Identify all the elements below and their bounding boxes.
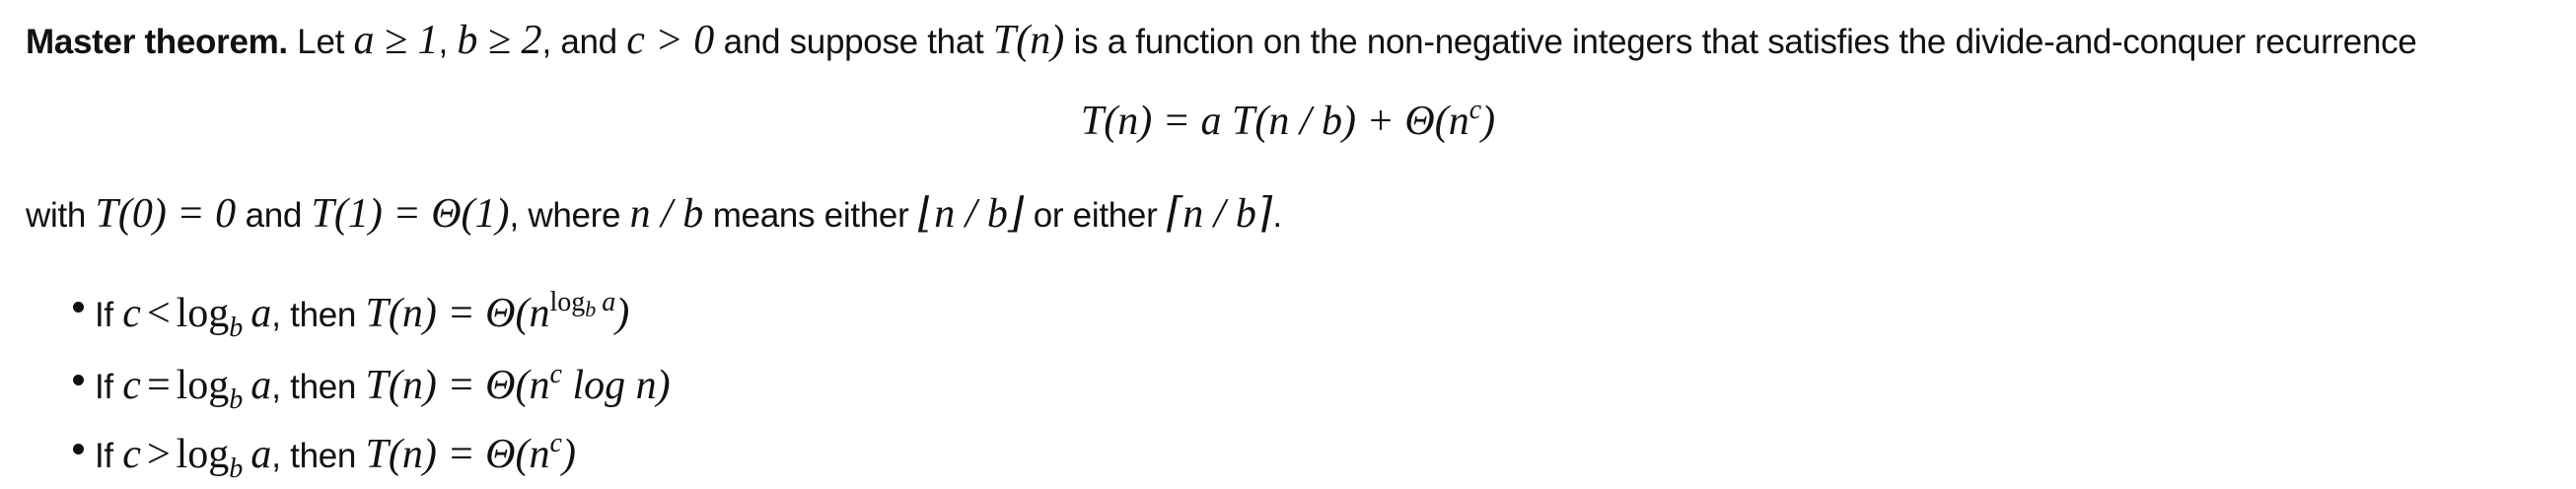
case-item xyxy=(95,288,629,342)
base-ceil: ⌈n / b⌉ xyxy=(1166,191,1273,237)
recurrence-body: T(n) = a T(n / b) + Θ(n xyxy=(1080,99,1469,144)
base-t1: T(1) = Θ(1) xyxy=(311,191,510,237)
intro-text: is a function on the non-negative integers that satisfies the divide-and-conquer recurrence xyxy=(1064,23,2417,61)
case-log-base: b xyxy=(229,313,244,343)
case-relation: = xyxy=(146,363,171,408)
theorem-heading: Master theorem. xyxy=(26,23,288,61)
case-result: T(n) = Θ(n xyxy=(365,291,550,336)
theorem-statement xyxy=(26,20,2416,61)
bullet-dot xyxy=(73,375,84,385)
case-result: T(n) = Θ(n xyxy=(365,432,550,477)
case-result-close: log n) xyxy=(561,363,671,408)
case-log-arg: a xyxy=(250,291,272,336)
recurrence-exponent: c xyxy=(1468,95,1482,125)
case-log: log xyxy=(176,432,230,477)
case-then: , then xyxy=(271,368,366,406)
case-log: log xyxy=(176,291,230,336)
condition-b: b ≥ 2 xyxy=(457,18,542,63)
intro-text: Let xyxy=(287,23,354,61)
case-c: c xyxy=(122,291,141,336)
base-text: with xyxy=(26,196,96,235)
condition-c: c > 0 xyxy=(626,18,715,63)
exp-log-arg: a xyxy=(602,287,616,317)
case-log-arg: a xyxy=(250,363,272,408)
case-result-close: ) xyxy=(561,432,576,477)
case-item xyxy=(95,430,576,483)
case-if: If xyxy=(95,296,123,334)
case-then: , then xyxy=(271,296,366,334)
base-text: means either xyxy=(703,196,918,235)
base-text: , where xyxy=(509,196,630,235)
case-log-arg: a xyxy=(250,432,272,477)
case-log: log xyxy=(176,363,230,408)
base-text: or either xyxy=(1024,196,1167,235)
bullet-dot xyxy=(73,444,84,454)
intro-text: and suppose that xyxy=(714,23,993,61)
case-log-base: b xyxy=(229,454,244,484)
recurrence-close: ) xyxy=(1481,99,1496,144)
base-t0: T(0) = 0 xyxy=(95,191,237,237)
case-if: If xyxy=(95,368,123,406)
base-nb: n / b xyxy=(629,191,704,237)
case-log-base: b xyxy=(229,384,244,415)
case-result-exponent: c xyxy=(549,359,562,389)
case-result-close: ) xyxy=(615,291,630,336)
case-result: T(n) = Θ(n xyxy=(365,363,550,408)
case-relation: > xyxy=(146,432,171,477)
base-floor: ⌊n / b⌋ xyxy=(917,191,1025,237)
exp-log: log xyxy=(549,287,586,317)
exp-log-base: b xyxy=(585,297,597,321)
base-text: . xyxy=(1272,196,1282,235)
case-then: , then xyxy=(271,437,366,475)
separator: , and xyxy=(541,23,627,61)
recurrence-equation xyxy=(0,97,2576,142)
case-item xyxy=(95,361,671,414)
condition-a: a ≥ 1 xyxy=(353,18,439,63)
base-text: and xyxy=(236,196,312,235)
case-result-exponent: c xyxy=(549,428,562,458)
function-t: T(n) xyxy=(992,18,1065,63)
case-result-exponent xyxy=(549,286,616,321)
case-c: c xyxy=(122,432,141,477)
base-cases xyxy=(26,193,1282,235)
case-relation: < xyxy=(146,291,171,336)
case-if: If xyxy=(95,437,123,475)
case-c: c xyxy=(122,363,141,408)
bullet-dot xyxy=(73,302,84,313)
separator: , xyxy=(438,23,458,61)
